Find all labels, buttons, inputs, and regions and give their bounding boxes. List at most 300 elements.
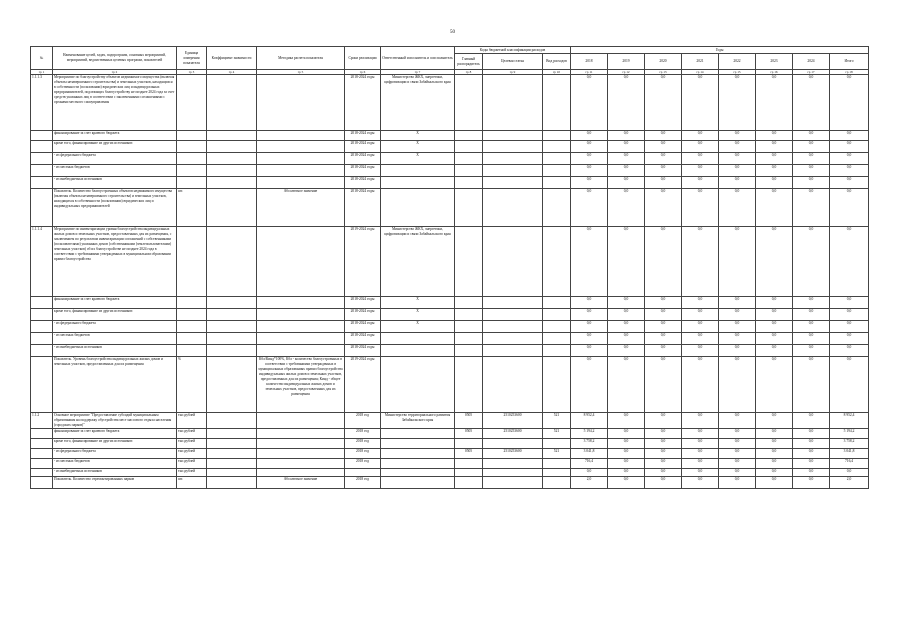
- column-index-cell: гр 4: [207, 70, 257, 75]
- cell-vr: 521: [543, 413, 571, 429]
- table-row: [31, 75, 869, 131]
- cell-method: [257, 345, 345, 357]
- cell-year-value: 0,0: [571, 309, 608, 321]
- cell-cs: 2510253600: [483, 429, 543, 439]
- cell-vr: [543, 141, 571, 153]
- cell-term: 2018-2024 годы: [345, 165, 381, 177]
- cell-year-value: 0,0: [682, 131, 719, 141]
- cell-unit: тыс.рублей: [177, 429, 207, 439]
- cell-method: Кбл/Кинд*100%, Кбл - количество благоустроенных в соответствии с требованиями утвержденных в муниципальных образованиях правил благоустройства индивидуальных жилых домов и земельных участков, предоставленных для их размещения; Кинд - общее количество индивидуальных жилых домов и земельных участков, предоставленных для их размещения: [257, 357, 345, 413]
- cell-year-value: 0,0: [571, 227, 608, 297]
- cell-method: [257, 297, 345, 309]
- cell-name: кроме того, финансирование из других источников:: [53, 141, 177, 153]
- cell-cs: [483, 357, 543, 413]
- cell-year-value: 0,0: [608, 321, 645, 333]
- cell-year-value: 0,0: [645, 321, 682, 333]
- cell-year-value: 0,0: [793, 189, 830, 227]
- cell-method: Абсолютное значение: [257, 189, 345, 227]
- cell-name: кроме того, финансирование из других источников:: [53, 439, 177, 449]
- cell-resp: Министерство территориального развития Забайкальского края: [381, 413, 455, 429]
- cell-year-value: 0,0: [719, 449, 756, 459]
- cell-name: - из местных бюджетов: [53, 459, 177, 469]
- cell-gr: [455, 141, 483, 153]
- cell-unit: [177, 345, 207, 357]
- cell-cs: [483, 227, 543, 297]
- cell-method: [257, 449, 345, 459]
- header-codes: Коды бюджетной классификации расходов: [455, 47, 571, 54]
- cell-cs: [483, 345, 543, 357]
- cell-name: Основное мероприятие "Предоставление субсидий муниципальным образованиям на поддержку обустройства мест массового отдыха населения (городских парков)": [53, 413, 177, 429]
- cell-no: [31, 345, 53, 357]
- cell-year-value: 0,0: [608, 297, 645, 309]
- table-row: [31, 459, 869, 469]
- cell-year-value: 0,0: [756, 189, 793, 227]
- cell-term: 2018-2024 годы: [345, 131, 381, 141]
- cell-total: 3 758,2: [830, 439, 869, 449]
- cell-total: 0,0: [830, 321, 869, 333]
- cell-term: 2018-2024 годы: [345, 345, 381, 357]
- cell-method: [257, 153, 345, 165]
- cell-cs: [483, 459, 543, 469]
- table-row: [31, 189, 869, 227]
- cell-gr: [455, 477, 483, 489]
- cell-year-value: 0,0: [571, 177, 608, 189]
- column-index-cell: гр 13: [645, 70, 682, 75]
- cell-no: [31, 165, 53, 177]
- cell-year-value: 0,0: [645, 413, 682, 429]
- cell-vr: [543, 333, 571, 345]
- cell-name: - из внебюджетных источников: [53, 469, 177, 477]
- cell-resp: [381, 459, 455, 469]
- cell-name: финансирование за счет краевого бюджета: [53, 131, 177, 141]
- header-total: Итого: [830, 54, 869, 70]
- cell-year-value: 0,0: [645, 357, 682, 413]
- column-index-cell: гр 11: [571, 70, 608, 75]
- cell-term: [345, 469, 381, 477]
- cell-year-value: 0,0: [756, 165, 793, 177]
- cell-method: [257, 321, 345, 333]
- cell-year-value: 0,0: [682, 439, 719, 449]
- column-index-cell: гр 18: [830, 70, 869, 75]
- cell-coef: [207, 439, 257, 449]
- cell-unit: тыс.рублей: [177, 449, 207, 459]
- cell-year-value: 0,0: [793, 449, 830, 459]
- cell-unit: шт.: [177, 477, 207, 489]
- header-method: Методика расчета показателя: [257, 47, 345, 70]
- cell-year-value: 0,0: [682, 449, 719, 459]
- cell-year-value: 0,0: [719, 345, 756, 357]
- cell-total: 0,0: [830, 75, 869, 131]
- header-cs: Целевая статья: [483, 54, 543, 70]
- cell-year-value: 0,0: [756, 321, 793, 333]
- cell-resp: [381, 165, 455, 177]
- cell-total: 8 952,4: [830, 413, 869, 429]
- cell-resp: X: [381, 321, 455, 333]
- cell-total: 0,0: [830, 141, 869, 153]
- column-index-cell: гр 12: [608, 70, 645, 75]
- cell-gr: [455, 439, 483, 449]
- cell-coef: [207, 227, 257, 297]
- cell-method: [257, 469, 345, 477]
- table-row: [31, 141, 869, 153]
- cell-name: финансирование за счет краевого бюджета: [53, 429, 177, 439]
- cell-year-value: 0,0: [719, 429, 756, 439]
- cell-cs: [483, 309, 543, 321]
- cell-term: 2019-2024 годы: [345, 227, 381, 297]
- cell-year-value: 0,0: [645, 333, 682, 345]
- table-row: [31, 429, 869, 439]
- cell-gr: [455, 189, 483, 227]
- column-index-cell: гр 17: [793, 70, 830, 75]
- cell-no: [31, 153, 53, 165]
- cell-name: финансирование за счет краевого бюджета: [53, 297, 177, 309]
- cell-cs: [483, 439, 543, 449]
- cell-gr: 0505: [455, 429, 483, 439]
- cell-year-value: 0,0: [682, 477, 719, 489]
- cell-year-value: 0,0: [608, 165, 645, 177]
- header-year: 2022: [719, 54, 756, 70]
- cell-no: [31, 131, 53, 141]
- column-index-cell: гр 16: [756, 70, 793, 75]
- cell-year-value: 0,0: [719, 357, 756, 413]
- cell-coef: [207, 297, 257, 309]
- cell-coef: [207, 429, 257, 439]
- cell-gr: [455, 459, 483, 469]
- table-row: [31, 413, 869, 429]
- cell-year-value: 0,0: [608, 357, 645, 413]
- cell-cs: [483, 333, 543, 345]
- cell-year-value: 0,0: [793, 153, 830, 165]
- cell-gr: [455, 227, 483, 297]
- cell-no: [31, 177, 53, 189]
- program-table: [30, 46, 869, 489]
- cell-coef: [207, 477, 257, 489]
- cell-term: 2018-2024 годы: [345, 321, 381, 333]
- cell-year-value: 0,0: [608, 469, 645, 477]
- cell-year-value: 0,0: [608, 459, 645, 469]
- cell-coef: [207, 165, 257, 177]
- header-year: 2019: [608, 54, 645, 70]
- cell-year-value: 0,0: [608, 309, 645, 321]
- cell-cs: [483, 477, 543, 489]
- column-index-cell: гр 1: [31, 70, 53, 75]
- cell-name: Мероприятие по инвентаризации уровня благоустройства индивидуальных жилых домов и земельных участков, предоставленных для их размещения, с заключением по результатам инвентаризации соглашений с собственниками (пользователями) указанных домов (собственниками (землепользователями) земельных участков) об их благоустройстве не позднее 2024 года в соответствии с требованиями утвержденных в муниципальном образовании правил благоустройства: [53, 227, 177, 297]
- cell-term: 2019-2024 годы: [345, 357, 381, 413]
- cell-vr: [543, 309, 571, 321]
- cell-method: [257, 227, 345, 297]
- cell-year-value: 0,0: [608, 345, 645, 357]
- cell-year-value: 0,0: [756, 357, 793, 413]
- cell-total: 3 041,8: [830, 449, 869, 459]
- table-row: [31, 357, 869, 413]
- table-row: [31, 345, 869, 357]
- cell-resp: X: [381, 141, 455, 153]
- cell-cs: 2510253600: [483, 413, 543, 429]
- cell-unit: [177, 141, 207, 153]
- cell-total: 0,0: [830, 177, 869, 189]
- cell-unit: тыс.рублей: [177, 459, 207, 469]
- column-index-cell: гр 9: [483, 70, 543, 75]
- cell-year-value: 0,0: [571, 153, 608, 165]
- cell-coef: [207, 413, 257, 429]
- cell-method: [257, 439, 345, 449]
- cell-unit: [177, 153, 207, 165]
- cell-year-value: 0,0: [645, 459, 682, 469]
- cell-no: [31, 309, 53, 321]
- cell-no: [31, 429, 53, 439]
- cell-year-value: 3 758,2: [571, 439, 608, 449]
- cell-year-value: 0,0: [793, 165, 830, 177]
- cell-no: [31, 141, 53, 153]
- cell-year-value: 0,0: [719, 477, 756, 489]
- cell-no: [31, 333, 53, 345]
- cell-year-value: 0,0: [645, 75, 682, 131]
- cell-total: 0,0: [830, 165, 869, 177]
- cell-coef: [207, 177, 257, 189]
- cell-term: 2018 год: [345, 477, 381, 489]
- cell-year-value: 0,0: [756, 333, 793, 345]
- cell-year-value: 0,0: [682, 429, 719, 439]
- cell-term: 2018-2024 годы: [345, 297, 381, 309]
- cell-year-value: 0,0: [608, 131, 645, 141]
- cell-year-value: 0,0: [793, 131, 830, 141]
- cell-coef: [207, 357, 257, 413]
- header-year: 2023: [756, 54, 793, 70]
- cell-year-value: 0,0: [608, 141, 645, 153]
- cell-year-value: 0,0: [793, 413, 830, 429]
- header-resp: Ответственный исполнитель и соисполнитель: [381, 47, 455, 70]
- cell-year-value: 0,0: [608, 429, 645, 439]
- column-index-cell: гр 6: [345, 70, 381, 75]
- cell-name: - из внебюджетных источников: [53, 345, 177, 357]
- cell-coef: [207, 309, 257, 321]
- cell-year-value: 0,0: [756, 227, 793, 297]
- cell-year-value: 0,0: [756, 345, 793, 357]
- cell-coef: [207, 153, 257, 165]
- cell-year-value: 0,0: [719, 413, 756, 429]
- cell-year-value: 0,0: [682, 333, 719, 345]
- cell-gr: [455, 75, 483, 131]
- cell-year-value: 3 041,8: [571, 449, 608, 459]
- cell-unit: [177, 227, 207, 297]
- cell-total: 0,0: [830, 297, 869, 309]
- cell-gr: 0505: [455, 413, 483, 429]
- cell-gr: [455, 357, 483, 413]
- cell-vr: [543, 469, 571, 477]
- cell-resp: [381, 189, 455, 227]
- table-row: [31, 439, 869, 449]
- cell-total: 0,0: [830, 227, 869, 297]
- cell-cs: [483, 75, 543, 131]
- cell-term: 2018 год: [345, 449, 381, 459]
- cell-term: 2018 год: [345, 459, 381, 469]
- cell-total: 716,4: [830, 459, 869, 469]
- cell-year-value: 0,0: [793, 141, 830, 153]
- cell-year-value: 0,0: [571, 165, 608, 177]
- cell-year-value: 0,0: [756, 439, 793, 449]
- cell-name: - из местных бюджетов: [53, 333, 177, 345]
- cell-year-value: 0,0: [608, 177, 645, 189]
- cell-year-value: 0,0: [608, 413, 645, 429]
- cell-gr: [455, 345, 483, 357]
- cell-no: [31, 297, 53, 309]
- cell-year-value: 0,0: [719, 141, 756, 153]
- cell-resp: [381, 333, 455, 345]
- cell-vr: [543, 477, 571, 489]
- cell-year-value: 0,0: [756, 309, 793, 321]
- cell-term: 2018-2024 годы: [345, 177, 381, 189]
- cell-gr: [455, 177, 483, 189]
- cell-unit: [177, 131, 207, 141]
- cell-year-value: 0,0: [719, 439, 756, 449]
- cell-year-value: 0,0: [793, 345, 830, 357]
- cell-year-value: 0,0: [571, 141, 608, 153]
- cell-year-value: 0,0: [756, 469, 793, 477]
- cell-no: [31, 357, 53, 413]
- cell-year-value: 0,0: [756, 297, 793, 309]
- column-index-cell: гр 2: [53, 70, 177, 75]
- cell-method: [257, 165, 345, 177]
- header-row-top: [31, 47, 869, 54]
- cell-gr: [455, 297, 483, 309]
- cell-year-value: 0,0: [645, 309, 682, 321]
- cell-coef: [207, 141, 257, 153]
- table-row: [31, 469, 869, 477]
- cell-year-value: 0,0: [719, 227, 756, 297]
- header-gr: Главный распорядитель: [455, 54, 483, 70]
- cell-year-value: 0,0: [793, 477, 830, 489]
- cell-total: 0,0: [830, 357, 869, 413]
- cell-resp: X: [381, 297, 455, 309]
- cell-year-value: 5 194,2: [571, 429, 608, 439]
- cell-year-value: 0,0: [682, 297, 719, 309]
- cell-resp: X: [381, 309, 455, 321]
- cell-vr: 521: [543, 449, 571, 459]
- cell-vr: [543, 131, 571, 141]
- cell-year-value: 0,0: [682, 459, 719, 469]
- cell-resp: [381, 439, 455, 449]
- cell-term: 2018-2024 годы: [345, 75, 381, 131]
- cell-unit: тыс.рублей: [177, 469, 207, 477]
- column-index-cell: гр 10: [543, 70, 571, 75]
- cell-year-value: 0,0: [608, 75, 645, 131]
- cell-no: 1.1.1.3: [31, 75, 53, 131]
- cell-year-value: 0,0: [682, 469, 719, 477]
- cell-year-value: 0,0: [719, 333, 756, 345]
- cell-year-value: 0,0: [645, 429, 682, 439]
- cell-year-value: 0,0: [682, 345, 719, 357]
- cell-year-value: 0,0: [793, 297, 830, 309]
- cell-method: [257, 75, 345, 131]
- cell-year-value: 0,0: [571, 357, 608, 413]
- table-row: [31, 153, 869, 165]
- cell-year-value: 8 952,4: [571, 413, 608, 429]
- cell-cs: [483, 297, 543, 309]
- cell-unit: [177, 333, 207, 345]
- cell-year-value: 0,0: [719, 131, 756, 141]
- cell-no: [31, 439, 53, 449]
- cell-vr: [543, 189, 571, 227]
- cell-gr: [455, 469, 483, 477]
- cell-coef: [207, 75, 257, 131]
- cell-year-value: 0,0: [756, 477, 793, 489]
- table-row: [31, 177, 869, 189]
- cell-name: Показатель. Уровень благоустройства индивидуальных жилых домов и земельных участков, предоставленных для их размещения: [53, 357, 177, 413]
- cell-year-value: 716,4: [571, 459, 608, 469]
- cell-year-value: 0,0: [756, 449, 793, 459]
- cell-coef: [207, 189, 257, 227]
- cell-year-value: 0,0: [682, 357, 719, 413]
- cell-total: 5 194,2: [830, 429, 869, 439]
- cell-resp: [381, 429, 455, 439]
- cell-name: Мероприятие по благоустройству объектов недвижимого имущества (включая объекты незавершенного строительства) и земельных участков, находящихся в собственности (пользовании) юридических лиц и индивидуальных предпринимателей, подлежащих благоустройству не позднее 2024 года за счет средств указанных лиц в соответствии с заключенными соглашениями с органами местного самоуправления: [53, 75, 177, 131]
- cell-year-value: 0,0: [719, 75, 756, 131]
- cell-year-value: 0,0: [682, 189, 719, 227]
- cell-year-value: 0,0: [719, 189, 756, 227]
- cell-vr: [543, 75, 571, 131]
- cell-year-value: 0,0: [645, 345, 682, 357]
- cell-year-value: 0,0: [645, 177, 682, 189]
- column-index-cell: гр 8: [455, 70, 483, 75]
- header-year: 2018: [571, 54, 608, 70]
- cell-year-value: 0,0: [645, 449, 682, 459]
- header-year: 2021: [682, 54, 719, 70]
- header-coef: Коэффициент значимости: [207, 47, 257, 70]
- cell-vr: [543, 153, 571, 165]
- column-index-cell: гр 5: [257, 70, 345, 75]
- cell-method: Абсолютное значение: [257, 477, 345, 489]
- table-row: [31, 321, 869, 333]
- cell-method: [257, 413, 345, 429]
- cell-year-value: 0,0: [719, 309, 756, 321]
- cell-resp: X: [381, 131, 455, 141]
- cell-name: - из федерального бюджета: [53, 153, 177, 165]
- cell-year-value: 0,0: [608, 449, 645, 459]
- table-row: [31, 227, 869, 297]
- header-no: №: [31, 47, 53, 70]
- cell-name: Показатель. Количество отремонтированных парков: [53, 477, 177, 489]
- table-row: [31, 297, 869, 309]
- cell-unit: [177, 165, 207, 177]
- cell-vr: [543, 177, 571, 189]
- cell-coef: [207, 131, 257, 141]
- cell-year-value: 0,0: [571, 75, 608, 131]
- cell-year-value: 0,0: [719, 321, 756, 333]
- cell-gr: [455, 165, 483, 177]
- header-vr: Вид расходов: [543, 54, 571, 70]
- cell-no: [31, 477, 53, 489]
- cell-name: - из внебюджетных источников: [53, 177, 177, 189]
- cell-resp: Министерство ЖКХ, энергетики, цифровизации и связи Забайкальского края: [381, 227, 455, 297]
- cell-year-value: 0,0: [608, 477, 645, 489]
- page-number: 50: [450, 30, 455, 35]
- cell-unit: [177, 297, 207, 309]
- header-year: 2020: [645, 54, 682, 70]
- cell-gr: [455, 309, 483, 321]
- cell-gr: 0505: [455, 449, 483, 459]
- cell-year-value: 0,0: [608, 189, 645, 227]
- cell-vr: [543, 297, 571, 309]
- header-year: 2024: [793, 54, 830, 70]
- cell-year-value: 0,0: [793, 227, 830, 297]
- cell-term: 2018-2024 годы: [345, 189, 381, 227]
- cell-year-value: 0,0: [793, 357, 830, 413]
- cell-cs: [483, 153, 543, 165]
- header-name: Наименование целей, задач, подпрограмм, основных мероприятий, мероприятий, ведомственных целевых программ, показателей: [53, 47, 177, 70]
- cell-year-value: 0,0: [793, 439, 830, 449]
- cell-year-value: 0,0: [645, 189, 682, 227]
- cell-unit: %: [177, 357, 207, 413]
